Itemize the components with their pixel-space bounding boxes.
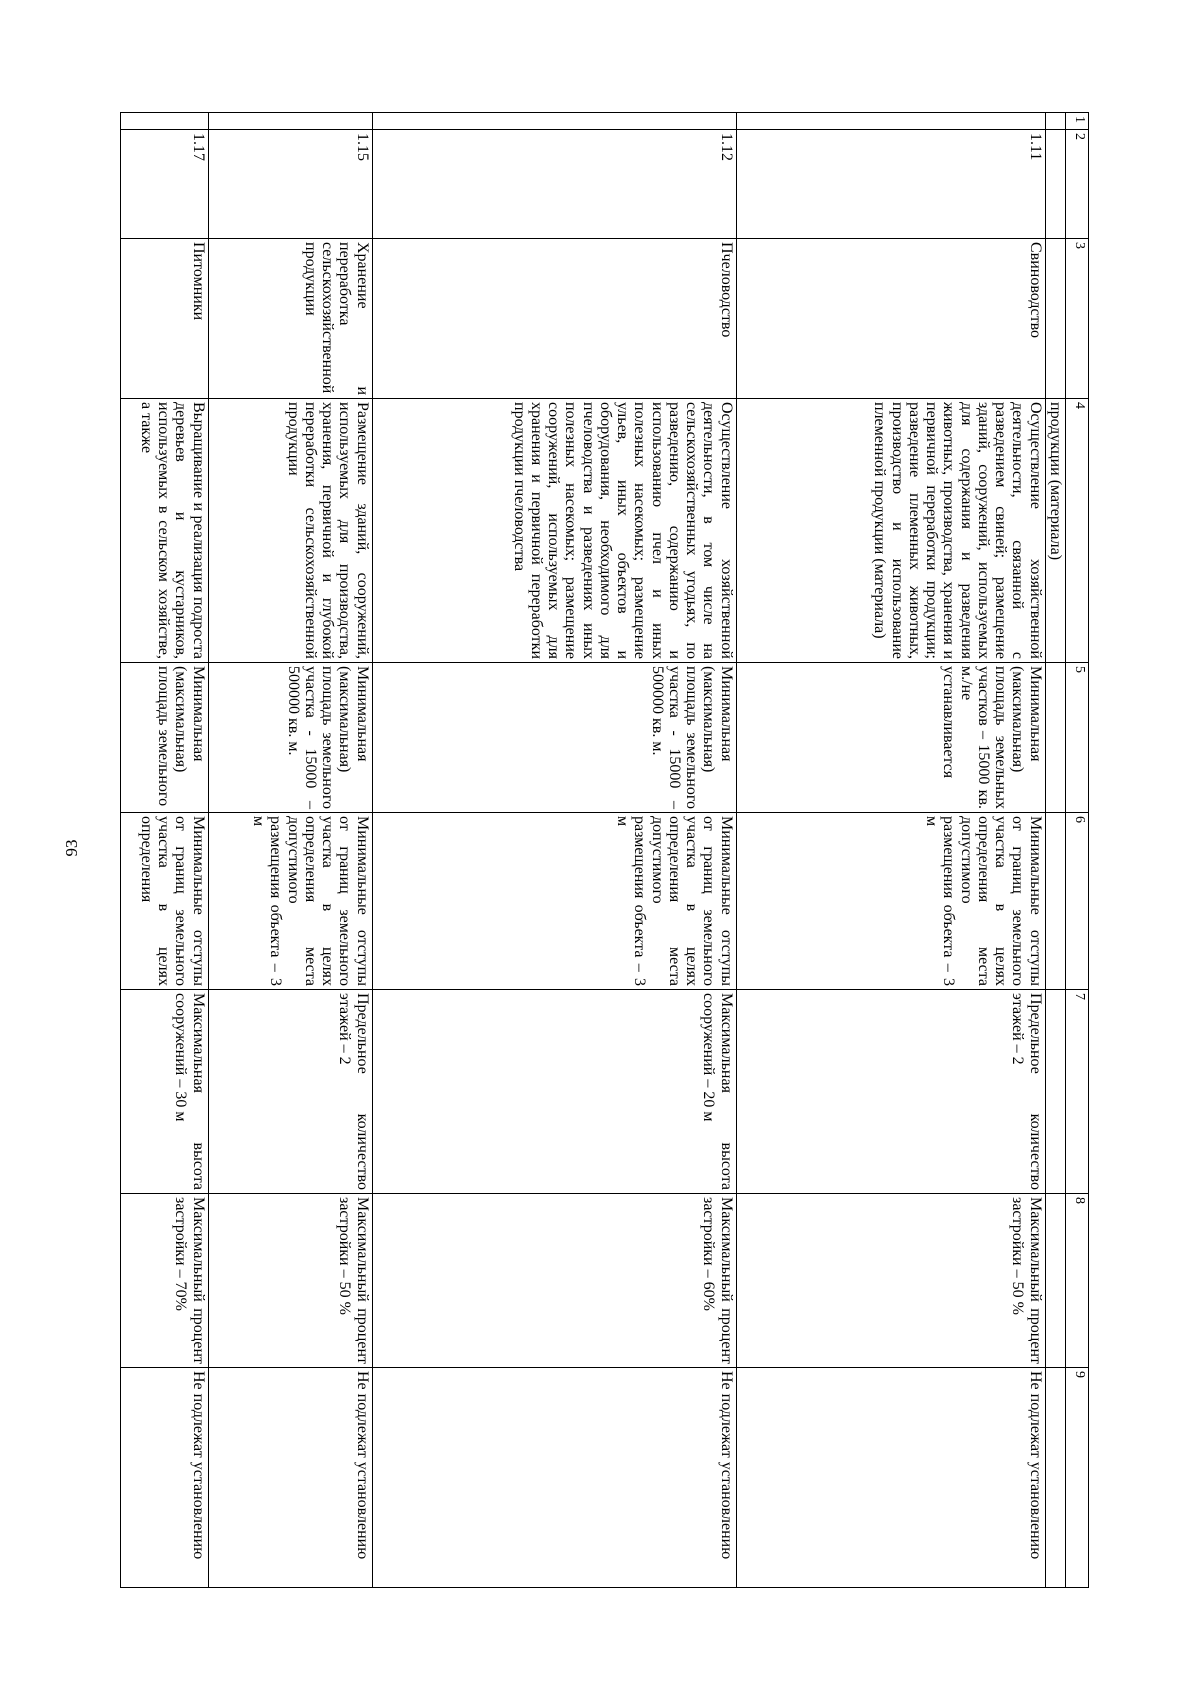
row-code: 1.12 [372, 130, 736, 239]
row-description: Осуществление хозяйственной деятельности, связанной с разведением свиней; размещение зданий, сооружений, используемых для содержания и разведения животных, производства, хранения и первичной переработки продукции; разведение племенных животных, производство и использование племенной продукции (материала) [736, 399, 1045, 663]
row-other: Не подлежат установлению [120, 1368, 208, 1588]
table-row [736, 113, 1045, 1588]
column-number: 7 [1066, 990, 1089, 1194]
regulations-table [120, 112, 1089, 1588]
table-row [208, 113, 372, 1588]
column-number: 6 [1066, 813, 1089, 990]
row-area: Минимальная (максимальная) площадь земельных участков – 15000 кв. м./не устанавливается [736, 663, 1045, 813]
row-coverage: Максимальный процент застройки – 50 % [208, 1194, 372, 1368]
row-coverage: Максимальный процент застройки – 70% [120, 1194, 208, 1368]
rotated-page [124, 112, 1089, 1587]
column-number: 2 [1066, 130, 1089, 239]
column-number-row [1066, 113, 1089, 1588]
row-name: Пчеловодство [372, 239, 736, 399]
row-name: Питомники [120, 239, 208, 399]
row-setbacks: Минимальные отступы от границ земельного участка в целях определения места допустимого размещения объекта – 3 м [208, 813, 372, 990]
row-setbacks: Минимальные отступы от границ земельного участка в целях определения [120, 813, 208, 990]
row-setbacks: Минимальные отступы от границ земельного участка в целях определения места допустимого размещения объекта – 3 м [372, 813, 736, 990]
row-area: Минимальная (максимальная) площадь земельного участка - 15000 – 500000 кв. м. [372, 663, 736, 813]
row-other: Не подлежат установлению [208, 1368, 372, 1588]
column-number: 3 [1066, 239, 1089, 399]
column-number: 1 [1066, 113, 1089, 130]
row-name: Хранение и переработка сельскохозяйственной продукции [208, 239, 372, 399]
row-area: Минимальная (максимальная) площадь земельного участка - 15000 – 500000 кв. м. [208, 663, 372, 813]
column-number: 4 [1066, 399, 1089, 663]
row-height: Предельное количество этажей – 2 [736, 990, 1045, 1194]
row-description: Выращивание и реализация подроста деревьев и кустарников, используемых в сельском хозяйстве, а также [120, 399, 208, 663]
row-other: Не подлежат установлению [736, 1368, 1045, 1588]
table-row [120, 113, 208, 1588]
row-setbacks: Минимальные отступы от границ земельного участка в целях определения места допустимого размещения объекта – 3 м [736, 813, 1045, 990]
row-name: Свиноводство [736, 239, 1045, 399]
row-code: 1.15 [208, 130, 372, 239]
column-number: 9 [1066, 1368, 1089, 1588]
continuation-row [1045, 113, 1065, 1588]
row-coverage: Максимальный процент застройки – 50 % [736, 1194, 1045, 1368]
row-area: Минимальная (максимальная) площадь земельного [120, 663, 208, 813]
row-height: Максимальная высота сооружений – 30 м [120, 990, 208, 1194]
row-coverage: Максимальный процент застройки – 60% [372, 1194, 736, 1368]
row-description: Осуществление хозяйственной деятельности, в том числе на сельскохозяйственных угодьях, по разведению, содержанию и использованию пчел и иных полезных насекомых; размещение ульев, иных объектов и оборудования, необходимого для пчеловодства и разведениях иных полезных насекомых; размещение сооружений, используемых для хранения и первичной переработки продукции пчеловодства [372, 399, 736, 663]
row-code: 1.11 [736, 130, 1045, 239]
table-row [372, 113, 736, 1588]
row-code: 1.17 [120, 130, 208, 239]
column-number: 8 [1066, 1194, 1089, 1368]
row-height: Максимальная высота сооружений – 20 м [372, 990, 736, 1194]
row-height: Предельное количество этажей – 2 [208, 990, 372, 1194]
row-description: Размещение зданий, сооружений, используемых для производства, хранения, первичной и глубокой переработки сельскохозяйственной продукции [208, 399, 372, 663]
row-other: Не подлежат установлению [372, 1368, 736, 1588]
column-number: 5 [1066, 663, 1089, 813]
continuation-text: продукции (материала) [1045, 399, 1065, 663]
page-number: 93 [62, 839, 81, 857]
